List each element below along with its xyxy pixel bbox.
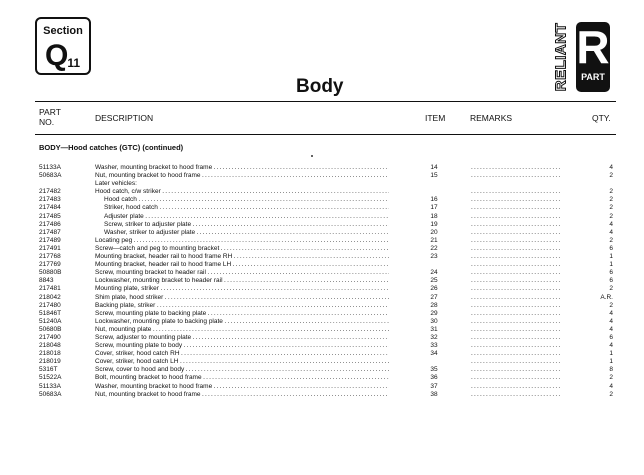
remarks [471,294,571,302]
quantity: 2 [609,196,613,204]
part-description: Nut, mounting bracket to hood frame . . . [95,172,389,180]
table-row [39,180,616,188]
part-number: 217483 [39,196,61,204]
part-number: 217481 [39,285,61,293]
part-description: Mounting bracket, header rail to hood frame RH . . . [95,253,389,261]
table-row [39,245,616,253]
item-number: 29 [430,309,438,317]
part-number: 218019 [39,358,61,366]
quantity: 4 [609,382,613,390]
table-row [39,350,616,358]
part-description: Screw, mounting plate to body . . . [95,342,389,350]
remarks [471,374,571,382]
item-number: 38 [430,390,438,398]
logo-sub: PART [581,72,605,82]
column-header-remarks: REMARKS [470,113,513,123]
part-description: Locating peg . . . [95,237,389,245]
remarks [471,245,571,253]
part-description: Screw, adjuster to mounting plate . . . [95,334,389,342]
table-row [39,164,616,172]
item-number: 22 [430,244,438,252]
quantity: 2 [609,212,613,220]
column-header-part-no: PART NO. [39,107,61,127]
table-row [39,285,616,293]
part-number: 51846T [39,309,62,317]
part-number: 50683A [39,172,62,180]
quantity: 4 [609,309,613,317]
item-number: 30 [430,317,438,325]
remarks [471,310,571,318]
part-number: 8843 [39,277,54,285]
remarks [471,253,571,261]
table-row [39,358,616,366]
table-row [39,302,616,310]
item-number: 35 [430,366,438,374]
part-description: Adjuster plate . . . [95,213,389,221]
table-row [39,269,616,277]
part-number: 217485 [39,212,61,220]
part-number: 51240A [39,317,62,325]
part-number: 5316T [39,366,58,374]
item-number: 34 [430,350,438,358]
remarks [471,285,571,293]
item-number: 17 [430,204,438,212]
quantity: 1 [609,261,613,269]
part-number: 218048 [39,342,61,350]
column-header-item: ITEM [425,113,446,123]
quantity: A.R. [600,293,613,301]
table-row [39,318,616,326]
part-description: Cover, striker, hood catch LH . . . [95,358,389,366]
section-code [45,41,80,76]
quantity: 2 [609,285,613,293]
part-description: Screw, cover to hood and body . . . [95,366,389,374]
part-description: Screw, striker to adjuster plate . . . [95,221,389,229]
remarks [471,196,571,204]
item-number: 24 [430,269,438,277]
quantity: 1 [609,253,613,261]
part-number: 217482 [39,188,61,196]
section-label: Section [43,25,83,37]
quantity: 4 [609,164,613,171]
part-number: 50680B [39,325,62,333]
table-row [39,204,616,212]
part-description: Washer, striker to adjuster plate . . . [95,229,389,237]
quantity: 6 [609,269,613,277]
table-row [39,374,616,382]
part-number: 217484 [39,204,61,212]
quantity: 2 [609,301,613,309]
header-rule-top [35,101,616,102]
item-number: 37 [430,382,438,390]
quantity: 1 [609,350,613,358]
part-description: Lockwasher, mounting bracket to header rail . . . [95,277,389,285]
item-number: 26 [430,285,438,293]
quantity: 2 [609,204,613,212]
part-description: Nut, mounting bracket to hood frame . . . [95,391,389,399]
remarks [471,237,571,245]
remarks [471,269,571,277]
remarks [471,334,571,342]
part-number: 51522A [39,374,62,382]
part-description: Nut, mounting plate . . . [95,326,389,334]
part-description: Backing plate, striker . . . [95,302,389,310]
remarks [471,221,571,229]
quantity: 2 [609,188,613,196]
table-row [39,391,616,399]
part-description: Striker, hood catch . . . [95,204,389,212]
table-row [39,310,616,318]
part-number: 217489 [39,236,61,244]
part-number: 217769 [39,261,61,269]
item-number: 15 [430,172,438,180]
part-number: 50683A [39,390,62,398]
part-number: 51133A [39,382,61,390]
remarks [471,383,571,391]
quantity: 2 [609,172,613,180]
table-row [39,196,616,204]
item-number: 20 [430,228,438,236]
quantity: 2 [609,374,613,382]
table-row [39,342,616,350]
quantity: 1 [609,358,613,366]
item-number: 18 [430,212,438,220]
part-number: 217491 [39,244,61,252]
remarks [471,229,571,237]
remarks [471,277,571,285]
table-row [39,172,616,180]
table-row [39,188,616,196]
part-description: Mounting bracket, header rail to hood frame LH . . . [95,261,389,269]
item-number: 28 [430,301,438,309]
remarks [471,326,571,334]
section-badge [35,17,91,75]
remarks [471,164,571,172]
table-row [39,294,616,302]
part-description: Cover, striker, hood catch RH . . . [95,350,389,358]
quantity: 2 [609,236,613,244]
item-number: 25 [430,277,438,285]
table-row [39,221,616,229]
table-row [39,229,616,237]
remarks [471,204,571,212]
reliant-part-logo [549,20,611,94]
part-number: 217480 [39,301,61,309]
table-row [39,277,616,285]
item-number: 19 [430,220,438,228]
quantity: 6 [609,277,613,285]
remarks [471,213,571,221]
part-description: Screw—catch and peg to mounting bracket . . . [95,245,389,253]
section-number: 11 [67,56,81,70]
remarks [471,302,571,310]
column-header-qty: QTY. [592,113,611,123]
part-description: Washer, mounting bracket to hood frame . . . [95,383,389,391]
remarks [471,350,571,358]
part-number: 217490 [39,333,61,341]
part-number: 217486 [39,220,61,228]
table-row [39,237,616,245]
part-description: Bolt, mounting bracket to hood frame . . . [95,374,389,382]
part-description: Shim plate, hood striker . . . [95,294,389,302]
remarks [471,318,571,326]
remarks [471,342,571,350]
table-row [39,261,616,269]
item-number: 32 [430,333,438,341]
part-number: 217768 [39,253,61,261]
quantity: 6 [609,244,613,252]
item-number: 21 [430,236,438,244]
table-row [39,383,616,391]
quantity: 4 [609,228,613,236]
column-header-description: DESCRIPTION [95,113,154,123]
item-number: 36 [430,374,438,382]
part-description: Later vehicles: [95,180,137,188]
section-heading: BODY—Hood catches (GTC) (continued) [39,143,184,152]
table-row [39,213,616,221]
remarks [471,188,571,196]
quantity: 4 [609,325,613,333]
logo-brand-wordmark: RELIANT [552,22,570,92]
part-description: Hood catch, c/w striker . . . [95,188,389,196]
quantity: 8 [609,366,613,374]
part-number: 51133A [39,164,61,171]
section-letter: Q [45,39,68,72]
part-number: 217487 [39,228,61,236]
header-rule-bottom [35,134,616,135]
item-number: 14 [430,164,438,171]
remarks [471,261,571,269]
item-number: 16 [430,196,438,204]
table-row [39,366,616,374]
quantity: 6 [609,333,613,341]
part-description: Lockwasher, mounting plate to backing plate . . . [95,318,389,326]
quantity: 4 [609,317,613,325]
page-title: Body [296,76,344,97]
part-description: Washer, mounting bracket to hood frame . . . [95,164,389,172]
logo-badge [576,22,610,92]
quantity: 4 [609,220,613,228]
table-row [39,253,616,261]
item-number: 33 [430,342,438,350]
part-number: 218042 [39,293,61,301]
logo-letter: R [576,21,610,73]
quantity: 4 [609,342,613,350]
item-number: 31 [430,325,438,333]
part-description: Screw, mounting plate to backing plate . . . [95,310,389,318]
quantity: 2 [609,390,613,398]
item-number: 23 [430,253,438,261]
part-number: 50880B [39,269,62,277]
remarks [471,391,571,399]
table-row [39,334,616,342]
item-number: 27 [430,293,438,301]
parts-table [39,164,616,399]
part-description: Screw, mounting bracket to header rail . . . [95,269,389,277]
part-description: Mounting plate, striker . . . [95,285,389,293]
stray-dot [311,155,313,157]
remarks [471,366,571,374]
remarks [471,172,571,180]
table-row [39,326,616,334]
part-number: 218018 [39,350,61,358]
remarks [471,358,571,366]
part-description: Hood catch . . . [95,196,389,204]
